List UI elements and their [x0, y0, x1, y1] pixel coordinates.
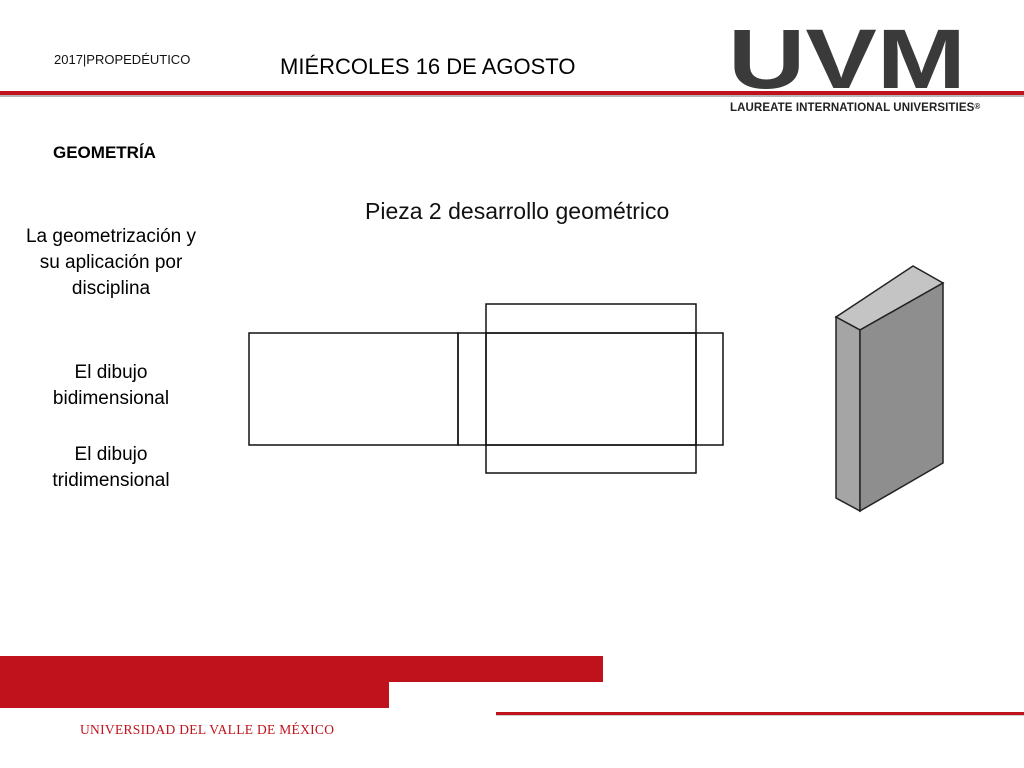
logo-tagline-text: LAUREATE INTERNATIONAL UNIVERSITIES [730, 102, 975, 114]
slide-title: Pieza 2 desarrollo geométrico [365, 198, 670, 224]
header-gray-rule [0, 95, 1024, 97]
net-face-top [486, 304, 696, 333]
uvm-logo [728, 26, 968, 94]
header-year-label: 2017|PROPEDÉUTICO [54, 52, 191, 67]
topic-dibujo-tridimensional: El dibujo tridimensional [52, 444, 170, 491]
net-face-right [696, 333, 723, 445]
subject-heading: GEOMETRÍA [53, 143, 156, 162]
header-date-label: MIÉRCOLES 16 DE AGOSTO [280, 54, 576, 79]
geometric-net-drawing [240, 295, 740, 485]
isometric-box [830, 260, 950, 516]
topic-geometrizacion: La geometrización y su aplicación por disciplina [25, 226, 197, 299]
logo-tagline [730, 102, 980, 114]
topic-dibujo-bidimensional: El dibujo bidimensional [52, 362, 170, 409]
net-face-bottom [486, 445, 696, 473]
net-face-narrow [458, 333, 486, 445]
registered-mark: ® [974, 102, 981, 111]
footer-institution-name: UNIVERSIDAD DEL VALLE DE MÉXICO [80, 722, 335, 737]
box-side-face [836, 317, 860, 511]
uvm-logo-mark: UVM [728, 26, 966, 94]
footer-gray-line [496, 715, 1024, 716]
net-face-center [486, 333, 696, 445]
net-face-left [249, 333, 458, 445]
footer-white-notch [389, 682, 603, 708]
